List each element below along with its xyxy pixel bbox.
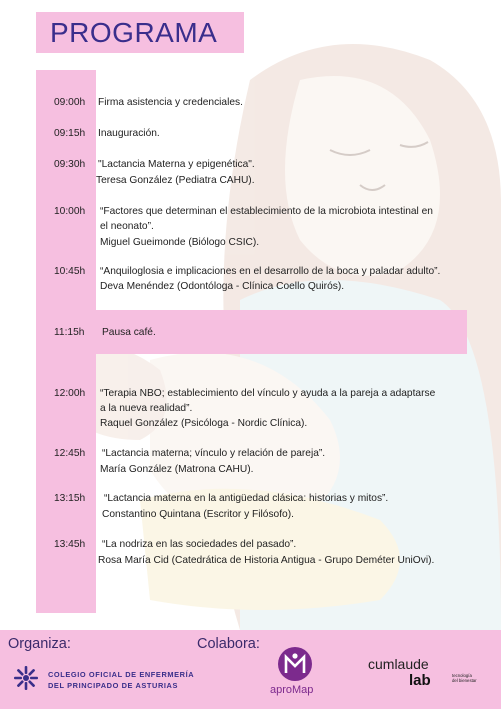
schedule-speaker: Deva Menéndez (Odontóloga - Clínica Coello Quirós). [100,281,345,292]
schedule-line: Firma asistencia y credenciales. [98,97,243,108]
schedule-time: 10:00h [54,206,86,217]
schedule-line: Pausa café. [102,327,156,338]
page-title: PROGRAMA [50,16,218,48]
schedule-time: 10:45h [54,266,86,277]
schedule-line: “La nodriza en las sociedades del pasado”. [102,539,297,550]
schedule-line: “Terapia NBO; establecimiento del vínculo y ayuda a la pareja a adaptarse [100,388,436,399]
schedule-line: Inauguración. [98,128,160,139]
schedule-speaker: Constantino Quintana (Escritor y Filósofo). [102,509,294,520]
lab-tagline-line2: del bienestar [452,678,477,683]
schedule-line: “Lactancia materna en la antigüedad clásica: historias y mitos”. [104,493,389,504]
apromap-name: aproMap [270,684,314,696]
apromap-logo-icon [277,646,313,682]
schedule-line: a la nueva realidad”. [100,403,193,414]
cumlaude-name: cumlaude [368,656,429,672]
lab-tagline [452,673,500,683]
lab-name: lab [409,672,431,689]
schedule-time: 11:15h [54,327,85,338]
schedule-time: 13:15h [54,493,86,504]
coffee-break-highlight [36,310,467,354]
page-title-box [36,12,244,53]
schedule-time: 09:15h [54,128,86,139]
college-snowflake-logo-icon [12,664,40,692]
schedule-line: el neonato”. [100,221,154,232]
schedule-line: “Lactancia materna; vínculo y relación de pareja”. [102,448,326,459]
schedule-speaker: Raquel González (Psicóloga - Nordic Clínica). [100,418,308,429]
schedule-speaker: Rosa María Cid (Catedrática de Historia Antigua - Grupo Deméter UniOvi). [98,555,435,566]
schedule-line: "Lactancia Materna y epigenética". [98,159,255,170]
college-name-line1: COLEGIO OFICIAL DE ENFERMERÍA [48,670,195,679]
schedule-time: 12:00h [54,388,86,399]
colabora-label: Colabora: [197,636,260,652]
schedule-line: “Factores que determinan el establecimiento de la microbiota intestinal en [100,206,433,217]
schedule-time: 12:45h [54,448,86,459]
schedule-speaker: Teresa González (Pediatra CAHU). [96,175,255,186]
schedule-time: 09:00h [54,97,86,108]
organiza-label: Organiza: [8,636,71,652]
college-name-line2: DEL PRINCIPADO DE ASTURIAS [48,681,179,690]
schedule-time: 09:30h [54,159,86,170]
schedule-line: “Anquiloglosia e implicaciones en el desarrollo de la boca y paladar adulto”. [100,266,441,277]
lab-tagline-line1: tecnología [452,673,472,678]
schedule-speaker: Miguel Gueimonde (Biólogo CSIC). [100,237,260,248]
schedule-speaker: María González (Matrona CAHU). [100,464,254,475]
schedule-time: 13:45h [54,539,86,550]
